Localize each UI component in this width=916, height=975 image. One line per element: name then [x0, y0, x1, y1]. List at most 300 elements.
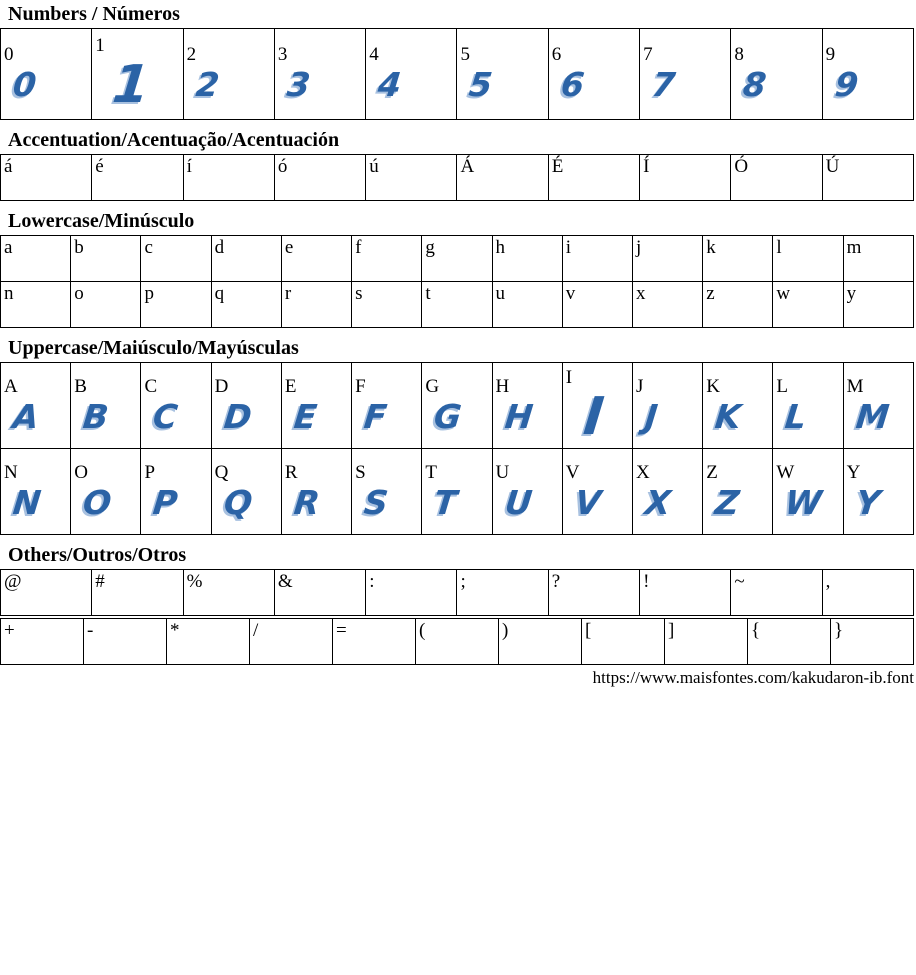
glyph-sample: D [221, 396, 254, 436]
glyph-sample: B [81, 396, 111, 436]
char-cell [492, 236, 562, 282]
char-cell [366, 29, 457, 120]
char-cell-content [703, 236, 772, 281]
section-title-accentuation: Accentuation/Acentuação/Acentuación [8, 129, 340, 151]
char-cell [640, 155, 731, 201]
char-cell-content [493, 449, 562, 534]
char-cell [183, 570, 274, 616]
char-cell [831, 619, 914, 665]
char-cell-content [831, 619, 913, 664]
uppercase-table-1 [0, 362, 914, 535]
glyph-sample: 3 [284, 65, 313, 104]
char-cell [843, 363, 913, 449]
char-cell [352, 449, 422, 535]
char-cell [773, 449, 843, 535]
glyph-sample: P [151, 482, 180, 522]
char-cell [352, 363, 422, 449]
glyph-sample: T [432, 482, 460, 522]
char-cell [333, 619, 416, 665]
char-cell [457, 29, 548, 120]
char-cell-content [212, 282, 281, 327]
char-label: í [186, 156, 192, 177]
char-cell-content [665, 619, 747, 664]
char-cell-content [184, 29, 274, 119]
char-cell [281, 363, 351, 449]
char-cell-content [1, 449, 70, 534]
char-label: - [87, 620, 94, 641]
char-cell-content [352, 449, 421, 534]
glyph-sample: X [643, 482, 673, 522]
char-cell [822, 570, 913, 616]
char-cell-content [549, 570, 639, 615]
char-cell-content [184, 570, 274, 615]
char-cell [665, 619, 748, 665]
glyph-sample: L [783, 396, 809, 436]
char-cell-content [773, 363, 842, 448]
char-cell [1, 155, 92, 201]
lowercase-table-1 [0, 235, 914, 328]
char-cell-content [773, 236, 842, 281]
char-cell-content [366, 155, 456, 200]
char-cell [71, 236, 141, 282]
char-label: + [4, 620, 15, 641]
char-label: é [95, 156, 104, 177]
char-cell [422, 282, 492, 328]
char-row [1, 570, 914, 616]
char-cell [562, 363, 632, 449]
char-cell [1, 449, 71, 535]
char-cell-content [366, 570, 456, 615]
char-cell-content [250, 619, 332, 664]
char-label: @ [4, 571, 22, 592]
char-cell-content [549, 155, 639, 200]
char-cell-content [1, 282, 70, 327]
glyph-sample: 4 [376, 65, 404, 104]
char-cell-content [71, 282, 140, 327]
char-cell-content [1, 236, 70, 281]
char-label: F [355, 375, 366, 397]
char-cell [141, 363, 211, 449]
char-cell [92, 570, 183, 616]
char-label: J [635, 375, 644, 397]
char-label: l [776, 237, 782, 258]
char-cell [632, 282, 702, 328]
char-label: V [565, 461, 580, 483]
section-title-lowercase: Lowercase/Minúsculo [8, 210, 195, 232]
char-label: S [355, 461, 366, 483]
char-cell [71, 363, 141, 449]
char-cell-content [457, 29, 547, 119]
char-label: j [635, 237, 642, 258]
char-label: L [776, 375, 789, 397]
char-cell-content [275, 155, 365, 200]
section-others [0, 544, 916, 665]
char-cell [562, 282, 632, 328]
glyph-sample: Z [713, 482, 742, 522]
char-cell-content [352, 236, 421, 281]
char-label: { [751, 620, 761, 641]
char-cell-content [773, 282, 842, 327]
char-cell-content [71, 236, 140, 281]
char-label: , [825, 571, 831, 592]
char-label: G [425, 375, 440, 397]
char-label: = [336, 620, 347, 641]
char-label: Z [706, 461, 718, 483]
char-cell-content [563, 363, 632, 448]
char-cell-content [731, 29, 821, 119]
char-label: É [551, 156, 564, 177]
char-cell [250, 619, 333, 665]
char-label: i [565, 237, 572, 258]
char-row [1, 282, 914, 328]
char-cell [703, 449, 773, 535]
sections [0, 3, 916, 665]
char-label: ~ [734, 571, 745, 592]
char-cell-content [457, 570, 547, 615]
char-cell [274, 570, 365, 616]
char-cell [731, 570, 822, 616]
char-cell-content [92, 29, 182, 119]
char-cell [211, 236, 281, 282]
char-cell [632, 363, 702, 449]
char-label: á [4, 156, 13, 177]
char-cell-content [422, 282, 491, 327]
char-cell [211, 449, 281, 535]
char-cell-content [1, 155, 91, 200]
section-title-uppercase: Uppercase/Maiúsculo/Mayúsculas [8, 337, 299, 359]
char-cell [703, 282, 773, 328]
section-numbers [0, 3, 916, 120]
char-label: 4 [369, 44, 379, 65]
char-cell [92, 155, 183, 201]
char-cell-content [141, 282, 210, 327]
char-cell [71, 282, 141, 328]
section-title-numbers: Numbers / Números [8, 3, 180, 25]
char-cell-content [84, 619, 166, 664]
char-label: ú [369, 156, 379, 177]
glyph-sample: Y [853, 482, 882, 522]
char-label: m [846, 237, 862, 258]
glyph-sample: G [432, 396, 464, 436]
section-lowercase [0, 210, 916, 328]
char-label: C [144, 375, 158, 397]
char-cell [92, 29, 183, 120]
char-row [1, 155, 914, 201]
char-cell-content [167, 619, 249, 664]
section-accentuation [0, 129, 916, 201]
glyph-sample: O [81, 482, 114, 522]
char-label: Ú [825, 156, 840, 177]
char-cell [582, 619, 665, 665]
char-label: N [4, 461, 18, 483]
char-cell [1, 29, 92, 120]
glyph-sample: Q [221, 482, 254, 522]
char-cell-content [422, 236, 491, 281]
char-label: 7 [643, 44, 653, 65]
char-label: o [74, 283, 84, 304]
char-cell-content [844, 282, 913, 327]
char-cell [141, 236, 211, 282]
footer-url: https://www.maisfontes.com/kakudaron-ib.font [592, 668, 914, 687]
glyph-sample: N [11, 482, 43, 522]
char-label: a [4, 237, 13, 258]
char-label: 5 [460, 44, 470, 65]
char-cell-content [493, 282, 562, 327]
char-cell-content [640, 570, 730, 615]
char-label: T [425, 461, 437, 483]
char-cell [352, 236, 422, 282]
char-cell-content [71, 449, 140, 534]
char-cell [731, 155, 822, 201]
char-label: I [565, 366, 573, 388]
char-cell-content [416, 619, 498, 664]
char-cell [1, 236, 71, 282]
char-label: Y [846, 461, 861, 483]
char-cell [492, 363, 562, 449]
char-label: / [253, 620, 259, 641]
char-cell-content [282, 282, 351, 327]
glyph-sample: W [783, 482, 825, 522]
char-cell-content [212, 363, 281, 448]
char-cell [211, 363, 281, 449]
glyph-sample: C [151, 396, 180, 436]
char-cell [274, 155, 365, 201]
char-cell-content [493, 363, 562, 448]
char-cell-content [1, 619, 83, 664]
char-label: y [846, 283, 857, 304]
char-label: B [74, 375, 87, 397]
char-cell [562, 449, 632, 535]
char-cell-content [457, 155, 547, 200]
char-cell-content [823, 29, 913, 119]
glyph-sample: A [11, 396, 41, 436]
char-label: E [284, 375, 297, 397]
char-cell [632, 449, 702, 535]
char-label: e [284, 237, 294, 258]
char-label: H [495, 375, 510, 397]
char-cell-content [282, 449, 351, 534]
others-table-2 [0, 618, 914, 665]
char-cell [748, 619, 831, 665]
glyph-sample: 5 [467, 65, 495, 104]
char-cell-content [823, 570, 913, 615]
char-cell-content [275, 570, 365, 615]
char-cell [183, 29, 274, 120]
char-label: W [776, 461, 795, 483]
char-label: M [846, 375, 864, 397]
char-cell [211, 282, 281, 328]
char-cell [352, 282, 422, 328]
char-label: ; [460, 571, 466, 592]
char-label: ? [551, 571, 561, 592]
char-cell-content [282, 236, 351, 281]
char-cell [416, 619, 499, 665]
char-label: 6 [551, 44, 562, 65]
char-label: Í [643, 156, 650, 177]
char-cell [71, 449, 141, 535]
glyph-sample: J [643, 396, 660, 436]
char-cell-content [844, 449, 913, 534]
glyph-sample: 7 [650, 65, 678, 104]
char-cell [562, 236, 632, 282]
char-cell-content [282, 363, 351, 448]
char-cell-content [422, 449, 491, 534]
char-label: t [425, 283, 431, 304]
char-cell [281, 236, 351, 282]
char-cell-content [823, 155, 913, 200]
char-cell-content [92, 155, 182, 200]
char-cell [640, 570, 731, 616]
char-cell [1, 282, 71, 328]
char-label: c [144, 237, 153, 258]
char-label: g [425, 237, 435, 258]
char-cell-content [422, 363, 491, 448]
char-cell [773, 236, 843, 282]
glyph-sample: 9 [832, 65, 860, 104]
char-label: D [214, 375, 229, 397]
char-label: f [355, 237, 362, 258]
char-cell [822, 155, 913, 201]
char-cell-content [773, 449, 842, 534]
char-label: ! [643, 571, 650, 592]
char-label: x [635, 283, 646, 304]
char-cell [422, 363, 492, 449]
char-cell-content [563, 449, 632, 534]
glyph-sample: S [362, 482, 391, 522]
char-cell [773, 363, 843, 449]
glyph-sample: M [853, 396, 891, 436]
char-label: r [284, 283, 292, 304]
char-label: Ó [734, 156, 749, 177]
char-cell-content [1, 29, 91, 119]
char-label: h [495, 237, 506, 258]
char-label: X [635, 461, 650, 483]
char-cell [1, 619, 84, 665]
char-cell [141, 282, 211, 328]
char-cell-content [499, 619, 581, 664]
char-label: % [186, 571, 203, 592]
char-label: P [144, 461, 156, 483]
char-cell [366, 155, 457, 201]
char-label: v [565, 283, 576, 304]
char-cell-content [731, 155, 821, 200]
char-label: Q [214, 461, 229, 483]
char-cell [281, 449, 351, 535]
char-label: Á [460, 156, 475, 177]
char-row [1, 619, 914, 665]
char-label: k [706, 237, 716, 258]
char-cell [773, 282, 843, 328]
char-label: & [277, 571, 293, 592]
char-cell [640, 29, 731, 120]
char-cell [1, 363, 71, 449]
glyph-sample: F [362, 396, 389, 436]
char-cell [183, 155, 274, 201]
char-cell-content [633, 363, 702, 448]
char-cell-content [582, 619, 664, 664]
char-cell [548, 570, 639, 616]
char-label: d [214, 237, 225, 258]
char-cell-content [212, 236, 281, 281]
char-label: ( [419, 620, 426, 641]
glyph-sample: 0 [11, 65, 39, 104]
section-uppercase [0, 337, 916, 535]
char-label: s [355, 283, 363, 304]
char-cell-content [633, 449, 702, 534]
char-cell-content [633, 236, 702, 281]
char-row [1, 363, 914, 449]
char-label: A [4, 375, 18, 397]
char-cell-content [703, 449, 772, 534]
char-label: q [214, 283, 225, 304]
char-label: 1 [95, 35, 105, 56]
accentuation-table-1 [0, 154, 914, 201]
char-label: 9 [825, 44, 836, 65]
char-cell-content [141, 449, 210, 534]
char-label: ó [277, 156, 288, 177]
char-cell [548, 155, 639, 201]
char-cell [141, 449, 211, 535]
char-cell [492, 282, 562, 328]
char-row [1, 236, 914, 282]
char-label: * [170, 620, 180, 641]
char-cell-content [1, 570, 91, 615]
char-cell [457, 155, 548, 201]
char-cell [703, 236, 773, 282]
char-cell-content [1, 363, 70, 448]
char-label: 3 [277, 44, 288, 65]
char-cell-content [352, 282, 421, 327]
char-label: O [74, 461, 88, 483]
glyph-sample: V [572, 482, 603, 522]
glyph-sample: E [291, 396, 319, 436]
char-cell-content [748, 619, 830, 664]
char-row [1, 449, 914, 535]
char-cell-content [275, 29, 365, 119]
char-label: 0 [4, 44, 14, 65]
glyph-sample: 2 [193, 65, 221, 104]
char-cell-content [844, 236, 913, 281]
char-cell-content [71, 363, 140, 448]
char-cell-content [549, 29, 639, 119]
char-cell-content [212, 449, 281, 534]
char-cell-content [184, 155, 274, 200]
char-label: z [706, 283, 715, 304]
char-cell [843, 282, 913, 328]
char-cell-content [563, 282, 632, 327]
char-cell [366, 570, 457, 616]
char-row [1, 29, 914, 120]
char-cell [274, 29, 365, 120]
char-cell-content [141, 236, 210, 281]
glyph-sample: 8 [741, 65, 769, 104]
glyph-sample: I [580, 386, 607, 447]
others-table-1 [0, 569, 914, 616]
char-cell [731, 29, 822, 120]
glyph-sample: K [713, 396, 743, 436]
char-label: : [369, 571, 375, 592]
char-cell-content [731, 570, 821, 615]
char-cell [167, 619, 250, 665]
char-cell-content [563, 236, 632, 281]
char-label: [ [585, 620, 592, 641]
char-label: n [4, 283, 14, 304]
char-label: u [495, 283, 506, 304]
char-cell-content [92, 570, 182, 615]
char-cell [281, 282, 351, 328]
char-cell [703, 363, 773, 449]
char-label: 8 [734, 44, 744, 65]
